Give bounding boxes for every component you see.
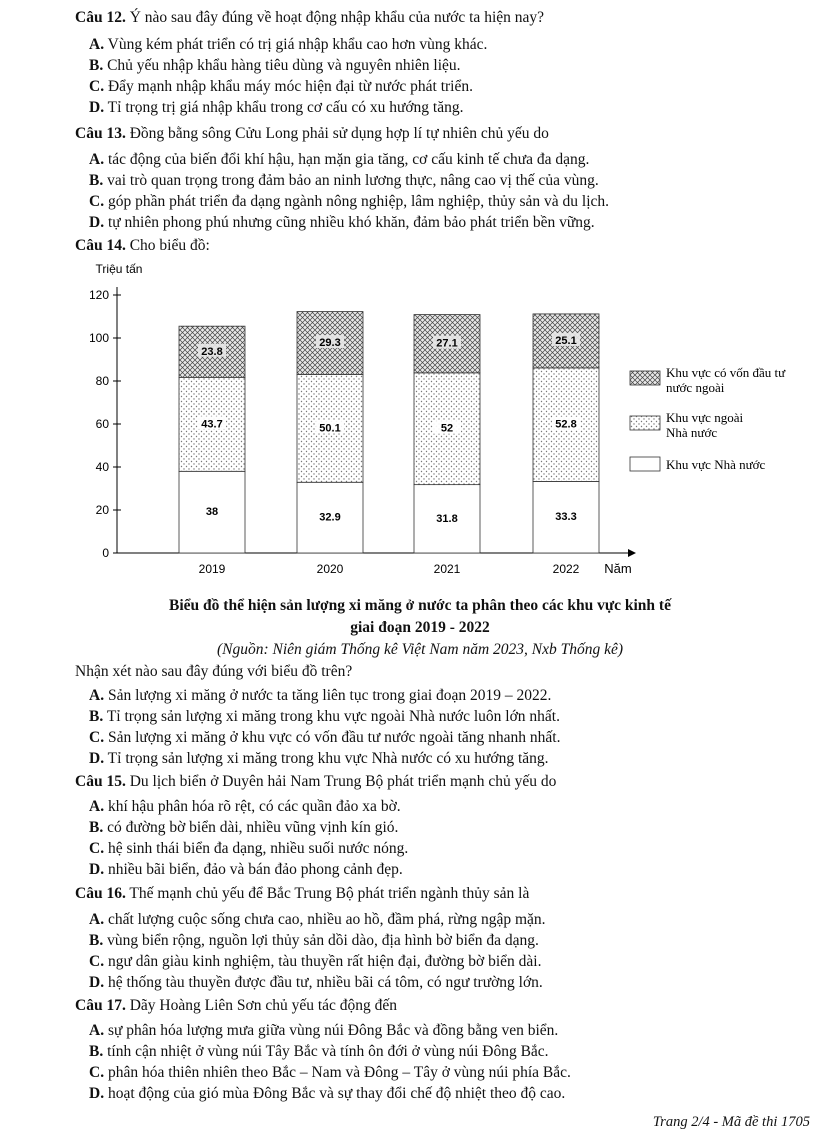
- q14-option-b: B. Tỉ trọng sản lượng xi măng trong khu vực ngoài Nhà nước luôn lớn nhất.: [89, 708, 560, 725]
- q15-option-d: D. nhiều bãi biển, đảo và bán đảo phong cảnh đẹp.: [89, 861, 403, 878]
- data-label: 29.3: [319, 337, 341, 350]
- question-number: Câu 14.: [75, 237, 126, 254]
- chart-caption-line-1: Biểu đồ thể hiện sản lượng xi măng ở nước ta phân theo các khu vực kinh tế: [169, 597, 671, 614]
- legend-swatch: [630, 371, 660, 385]
- question-text: Ý nào sau đây đúng về hoạt động nhập khẩu của nước ta hiện nay?: [125, 9, 545, 26]
- question-number: Câu 15.: [75, 773, 126, 790]
- legend-swatch: [630, 416, 660, 430]
- data-label: 23.8: [201, 345, 223, 358]
- page-footer: Trang 2/4 - Mã đề thi 1705: [652, 1114, 810, 1130]
- data-label: 50.1: [319, 422, 341, 435]
- q14-option-c: C. Sản lượng xi măng ở khu vực có vốn đầu tư nước ngoài tăng nhanh nhất.: [89, 729, 561, 746]
- q16-option-d: D. hệ thống tàu thuyền được đầu tư, nhiều bãi cá tôm, có ngư trường lớn.: [89, 974, 543, 991]
- q12-option-d: D. Tỉ trọng trị giá nhập khẩu trong cơ cấu có xu hướng tăng.: [89, 99, 464, 116]
- question-14-prompt: Nhận xét nào sau đây đúng với biểu đồ trên?: [75, 663, 353, 680]
- question-text: Dãy Hoàng Liên Sơn chủ yếu tác động đến: [125, 997, 398, 1014]
- data-label: 43.7: [201, 418, 223, 431]
- data-label: 52: [440, 422, 454, 435]
- question-17: [75, 996, 397, 1016]
- q13-option-a: A. tác động của biến đổi khí hậu, hạn mặn gia tăng, cơ cấu kinh tế chưa đa dạng.: [89, 151, 590, 168]
- question-number: Câu 12.: [75, 9, 126, 26]
- y-tick-label: 40: [95, 460, 109, 474]
- chart-caption-line-2: giai đoạn 2019 - 2022: [350, 619, 490, 636]
- question-text: Du lịch biển ở Duyên hải Nam Trung Bộ phát triển mạnh chủ yếu do: [125, 773, 557, 790]
- q17-option-d: D. hoạt động của gió mùa Đông Bắc và sự thay đổi chế độ nhiệt theo độ cao.: [89, 1085, 566, 1102]
- y-tick-label: 80: [95, 374, 109, 388]
- q16-option-b: B. vùng biển rộng, nguồn lợi thủy sản dồi dào, địa hình bờ biển đa dạng.: [89, 932, 539, 949]
- y-tick-label: 120: [90, 288, 109, 302]
- x-tick-label: 2019: [198, 562, 226, 576]
- q13-option-d: D. tự nhiên phong phú nhưng cũng nhiều khó khăn, đảm bảo phát triển bền vững.: [89, 214, 595, 231]
- q16-option-a: A. chất lượng cuộc sống chưa cao, nhiều ao hồ, đầm phá, rừng ngập mặn.: [89, 911, 546, 928]
- q12-option-a: A. Vùng kém phát triển có trị giá nhập khẩu cao hơn vùng khác.: [89, 36, 488, 53]
- q13-option-b: B. vai trò quan trọng trong đảm bảo an ninh lương thực, nâng cao vị thế của vùng.: [89, 172, 599, 189]
- data-label: 27.1: [436, 337, 458, 350]
- data-label: 25.1: [555, 334, 577, 347]
- x-axis-label: Năm: [604, 561, 632, 576]
- q16-option-c: C. ngư dân giàu kinh nghiệm, tàu thuyền rất hiện đại, đường bờ biển dài.: [89, 953, 542, 970]
- legend-label: Khu vực có vốn đầu tư: [666, 365, 786, 380]
- legend-label: Khu vực Nhà nước: [666, 457, 766, 472]
- stacked-bar-chart: [90, 255, 810, 585]
- q15-option-c: C. hệ sinh thái biển đa dạng, nhiều suối nước nóng.: [89, 840, 409, 857]
- q12-option-c: C. Đẩy mạnh nhập khẩu máy móc hiện đại từ nước phát triển.: [89, 78, 473, 95]
- y-tick-label: 20: [95, 503, 109, 517]
- data-label: 32.9: [319, 511, 341, 524]
- question-text: Cho biểu đồ:: [125, 237, 210, 254]
- chart-source: (Nguồn: Niên giám Thống kê Việt Nam năm 2023, Nxb Thống kê): [216, 641, 624, 658]
- x-tick-label: 2021: [433, 562, 461, 576]
- question-number: Câu 17.: [75, 997, 126, 1014]
- legend-swatch: [630, 457, 660, 471]
- q17-option-b: B. tính cận nhiệt ở vùng núi Tây Bắc và tính ôn đới ở vùng núi Đông Bắc.: [89, 1043, 549, 1060]
- question-12: [75, 8, 544, 28]
- question-14: [75, 236, 210, 256]
- legend-label: Khu vực ngoài: [666, 410, 744, 425]
- data-label: 33.3: [555, 511, 577, 524]
- q12-option-b: B. Chủ yếu nhập khẩu hàng tiêu dùng và nguyên nhiên liệu.: [89, 57, 461, 74]
- q15-option-a: A. khí hậu phân hóa rõ rệt, có các quần đảo xa bờ.: [89, 798, 401, 815]
- question-text: Đồng bằng sông Cửu Long phải sử dụng hợp lí tự nhiên chủ yếu do: [125, 125, 549, 142]
- question-number: Câu 16.: [75, 885, 126, 902]
- legend-label: nước ngoài: [666, 380, 725, 395]
- q14-option-a: A. Sản lượng xi măng ở nước ta tăng liên tục trong giai đoạn 2019 – 2022.: [89, 687, 552, 704]
- data-label: 31.8: [436, 512, 458, 525]
- q14-option-d: D. Tỉ trọng sản lượng xi măng trong khu vực Nhà nước có xu hướng tăng.: [89, 750, 549, 767]
- data-label: 52.8: [555, 418, 577, 431]
- question-number: Câu 13.: [75, 125, 126, 142]
- y-tick-label: 100: [90, 331, 109, 345]
- y-tick-label: 0: [102, 546, 109, 560]
- x-tick-label: 2022: [552, 562, 580, 576]
- y-axis-label: Triệu tấn: [95, 262, 143, 276]
- data-label: 38: [205, 506, 219, 519]
- question-13: [75, 124, 549, 144]
- question-15: [75, 772, 556, 792]
- legend-label: Nhà nước: [666, 425, 718, 440]
- x-axis-arrow: [628, 549, 636, 557]
- x-tick-label: 2020: [316, 562, 344, 576]
- chart-svg: [90, 255, 810, 585]
- y-tick-label: 60: [95, 417, 109, 431]
- question-text: Thế mạnh chủ yếu để Bắc Trung Bộ phát triển ngành thủy sản là: [125, 885, 530, 902]
- q13-option-c: C. góp phần phát triển đa dạng ngành nông nghiệp, lâm nghiệp, thủy sản và du lịch.: [89, 193, 610, 210]
- q17-option-a: A. sự phân hóa lượng mưa giữa vùng núi Đông Bắc và đồng bằng ven biển.: [89, 1022, 559, 1039]
- question-16: [75, 884, 529, 904]
- q15-option-b: B. có đường bờ biển dài, nhiều vũng vịnh kín gió.: [89, 819, 399, 836]
- q17-option-c: C. phân hóa thiên nhiên theo Bắc – Nam và Đông – Tây ở vùng núi phía Bắc.: [89, 1064, 571, 1081]
